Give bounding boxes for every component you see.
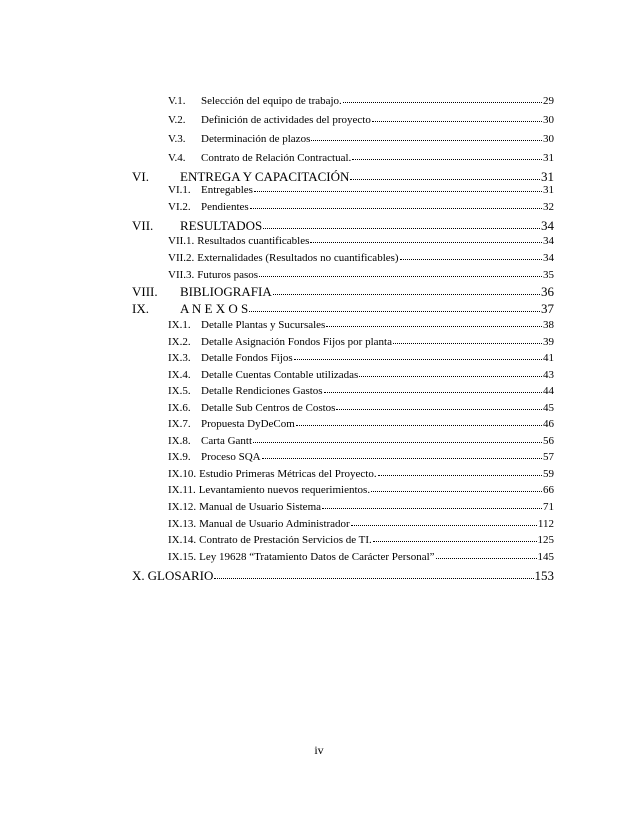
- toc-entry-title: Detalle Fondos Fijos: [201, 352, 293, 364]
- toc-entry-title: Contrato de Prestación Servicios de TI.: [199, 534, 372, 546]
- toc-entry-page: 30: [543, 114, 554, 126]
- toc-entry-title: Selección del equipo de trabajo.: [201, 95, 342, 107]
- toc-entry-title: Proceso SQA: [201, 451, 261, 463]
- toc-leader-dots: [294, 359, 542, 360]
- page-number: iv: [314, 743, 324, 757]
- toc-leader-dots: [296, 425, 542, 426]
- toc-leader-dots: [311, 140, 542, 141]
- toc-glossary-entry: [132, 568, 554, 584]
- toc-leader-dots: [350, 179, 540, 180]
- toc-leader-dots: [263, 228, 540, 229]
- toc-subsection-entry: [168, 418, 554, 430]
- toc-subsection-entry: [168, 385, 554, 397]
- toc-entry-title: Entregables: [201, 184, 253, 196]
- toc-entry-page: 31: [541, 169, 554, 184]
- toc-entry-number: IX.5.: [168, 385, 191, 397]
- toc-leader-dots: [254, 191, 542, 192]
- toc-subsection-entry: [168, 534, 554, 546]
- toc-entry-title: Detalle Rendiciones Gastos: [201, 385, 323, 397]
- toc-subsection-entry: [168, 468, 554, 480]
- toc-subsection-entry: [168, 114, 554, 126]
- toc-leader-dots: [393, 343, 542, 344]
- toc-entry-page: 34: [541, 218, 554, 233]
- toc-entry-number: IX.8.: [168, 435, 191, 447]
- toc-entry-title: Ley 19628 “Tratamiento Datos de Carácter Personal”: [199, 551, 435, 563]
- toc-leader-dots: [324, 392, 542, 393]
- toc-entry-title: Detalle Cuentas Contable utilizadas: [201, 369, 359, 381]
- toc-leader-dots: [249, 311, 540, 312]
- toc-leader-dots: [250, 208, 542, 209]
- toc-leader-dots: [310, 242, 542, 243]
- toc-subsection-entry: [168, 352, 554, 364]
- toc-leader-dots: [352, 159, 542, 160]
- toc-entry-page: 112: [537, 518, 554, 530]
- toc-entry-title: Detalle Sub Centros de Costos: [201, 402, 336, 414]
- toc-entry-page: 59: [543, 468, 554, 480]
- toc-subsection-entry: [168, 551, 554, 563]
- toc-entry-page: 45: [543, 402, 554, 414]
- toc-entry-page: 30: [543, 133, 554, 145]
- toc-entry-title: Manual de Usuario Sistema: [199, 501, 322, 513]
- toc-entry-page: 46: [543, 418, 554, 430]
- toc-leader-dots: [214, 578, 533, 579]
- toc-entry-title: Manual de Usuario Administrador: [199, 518, 350, 530]
- toc-entry-page: 145: [537, 551, 554, 563]
- toc-leader-dots: [262, 458, 542, 459]
- toc-entry-title: Futuros pasos: [197, 269, 259, 281]
- toc-entry-number: IX.12.: [168, 501, 197, 513]
- toc-entry-number: IX.7.: [168, 418, 191, 430]
- toc-entry-title: Estudio Primeras Métricas del Proyecto.: [199, 468, 377, 480]
- toc-entry-title: Externalidades (Resultados no cuantificables): [197, 252, 399, 264]
- toc-leader-dots: [372, 121, 542, 122]
- toc-leader-dots: [436, 558, 537, 559]
- toc-section-entry: [132, 284, 554, 300]
- toc-section-entry: [132, 301, 554, 317]
- toc-entry-number: IX.3.: [168, 352, 191, 364]
- toc-entry-number: VII.: [132, 218, 154, 233]
- toc-entry-number: V.2.: [168, 114, 186, 126]
- toc-subsection-entry: [168, 95, 554, 107]
- toc-entry-number: V.1.: [168, 95, 186, 107]
- toc-entry-page: 39: [543, 336, 554, 348]
- toc-entry-page: 37: [541, 301, 554, 316]
- toc-section-entry: [132, 218, 554, 234]
- toc-subsection-entry: [168, 402, 554, 414]
- toc-subsection-entry: [168, 152, 554, 164]
- toc-entry-page: 34: [543, 252, 554, 264]
- toc-entry-title: Contrato de Relación Contractual.: [201, 152, 352, 164]
- toc-entry-page: 38: [543, 319, 554, 331]
- toc-leader-dots: [400, 259, 542, 260]
- toc-entry-title: Carta Gantt: [201, 435, 253, 447]
- toc-entry-page: 34: [543, 235, 554, 247]
- toc-entry-number: IX.15.: [168, 551, 197, 563]
- toc-entry-number: IX.9.: [168, 451, 191, 463]
- toc-entry-page: 57: [543, 451, 554, 463]
- toc-subsection-entry: [168, 319, 554, 331]
- toc-entry-number: IX.13.: [168, 518, 197, 530]
- toc-entry-title: GLOSARIO: [147, 568, 214, 583]
- toc-section-entry: [132, 169, 554, 185]
- toc-entry-number: VII.2.: [168, 252, 195, 264]
- toc-entry-page: 66: [543, 484, 554, 496]
- toc-entry-number: X.: [132, 568, 145, 583]
- toc-subsection-entry: [168, 201, 554, 213]
- toc-entry-number: IX.14.: [168, 534, 197, 546]
- toc-entry-title: Detalle Asignación Fondos Fijos por planta: [201, 336, 392, 348]
- toc-subsection-entry: [168, 184, 554, 196]
- toc-entry-number: VIII.: [132, 284, 158, 299]
- toc-leader-dots: [351, 525, 537, 526]
- toc-entry-page: 31: [543, 184, 554, 196]
- toc-entry-number: IX.11.: [168, 484, 196, 496]
- toc-entry-title: A N E X O S: [180, 301, 249, 316]
- toc-entry-number: IX.1.: [168, 319, 191, 331]
- toc-entry-page: 36: [541, 284, 554, 299]
- toc-leader-dots: [373, 541, 537, 542]
- toc-entry-number: VI.1.: [168, 184, 191, 196]
- toc-subsection-entry: [168, 484, 554, 496]
- toc-entry-number: VI.: [132, 169, 149, 184]
- toc-leader-dots: [378, 475, 542, 476]
- toc-subsection-entry: [168, 435, 554, 447]
- toc-entry-page: 31: [543, 152, 554, 164]
- toc-entry-number: IX.2.: [168, 336, 191, 348]
- toc-entry-page: 29: [543, 95, 554, 107]
- toc-entry-title: RESULTADOS: [180, 218, 263, 233]
- toc-entry-title: BIBLIOGRAFIA: [180, 284, 272, 299]
- toc-entry-page: 43: [543, 369, 554, 381]
- toc-subsection-entry: [168, 518, 554, 530]
- toc-subsection-entry: [168, 451, 554, 463]
- toc-entry-number: V.4.: [168, 152, 186, 164]
- toc-entry-page: 41: [543, 352, 554, 364]
- toc-entry-page: 125: [537, 534, 554, 546]
- toc-subsection-entry: [168, 252, 554, 264]
- toc-entry-number: VII.1.: [168, 235, 195, 247]
- toc-entry-number: VII.3.: [168, 269, 195, 281]
- toc-leader-dots: [273, 294, 540, 295]
- toc-entry-page: 153: [534, 568, 554, 583]
- toc-leader-dots: [359, 376, 542, 377]
- toc-entry-title: ENTREGA Y CAPACITACIÓN: [180, 169, 350, 184]
- toc-entry-number: IX.10.: [168, 468, 197, 480]
- toc-leader-dots: [259, 276, 542, 277]
- toc-entry-number: VI.2.: [168, 201, 191, 213]
- toc-entry-page: 44: [543, 385, 554, 397]
- toc-entry-page: 71: [543, 501, 554, 513]
- toc-leader-dots: [371, 491, 542, 492]
- toc-entry-title: Determinación de plazos: [201, 133, 311, 145]
- toc-entry-title: Propuesta DyDeCom: [201, 418, 295, 430]
- toc-entry-title: Resultados cuantificables: [197, 235, 310, 247]
- toc-entry-number: IX.6.: [168, 402, 191, 414]
- toc-leader-dots: [343, 102, 542, 103]
- toc-entry-number: IX.4.: [168, 369, 191, 381]
- toc-subsection-entry: [168, 133, 554, 145]
- toc-entry-title: Definición de actividades del proyecto: [201, 114, 371, 126]
- toc-subsection-entry: [168, 501, 554, 513]
- toc-entry-page: 56: [543, 435, 554, 447]
- toc-leader-dots: [253, 442, 542, 443]
- toc-entry-title: Levantamiento nuevos requerimientos.: [198, 484, 371, 496]
- toc-entry-page: 35: [543, 269, 554, 281]
- toc-entry-number: IX.: [132, 301, 149, 316]
- toc-entry-title: Detalle Plantas y Sucursales: [201, 319, 326, 331]
- toc-subsection-entry: [168, 369, 554, 381]
- toc-leader-dots: [322, 508, 542, 509]
- toc-leader-dots: [336, 409, 542, 410]
- toc-entry-page: 32: [543, 201, 554, 213]
- toc-subsection-entry: [168, 269, 554, 281]
- toc-entry-title: Pendientes: [201, 201, 249, 213]
- toc-subsection-entry: [168, 235, 554, 247]
- toc-leader-dots: [326, 326, 542, 327]
- toc-subsection-entry: [168, 336, 554, 348]
- toc-entry-number: V.3.: [168, 133, 186, 145]
